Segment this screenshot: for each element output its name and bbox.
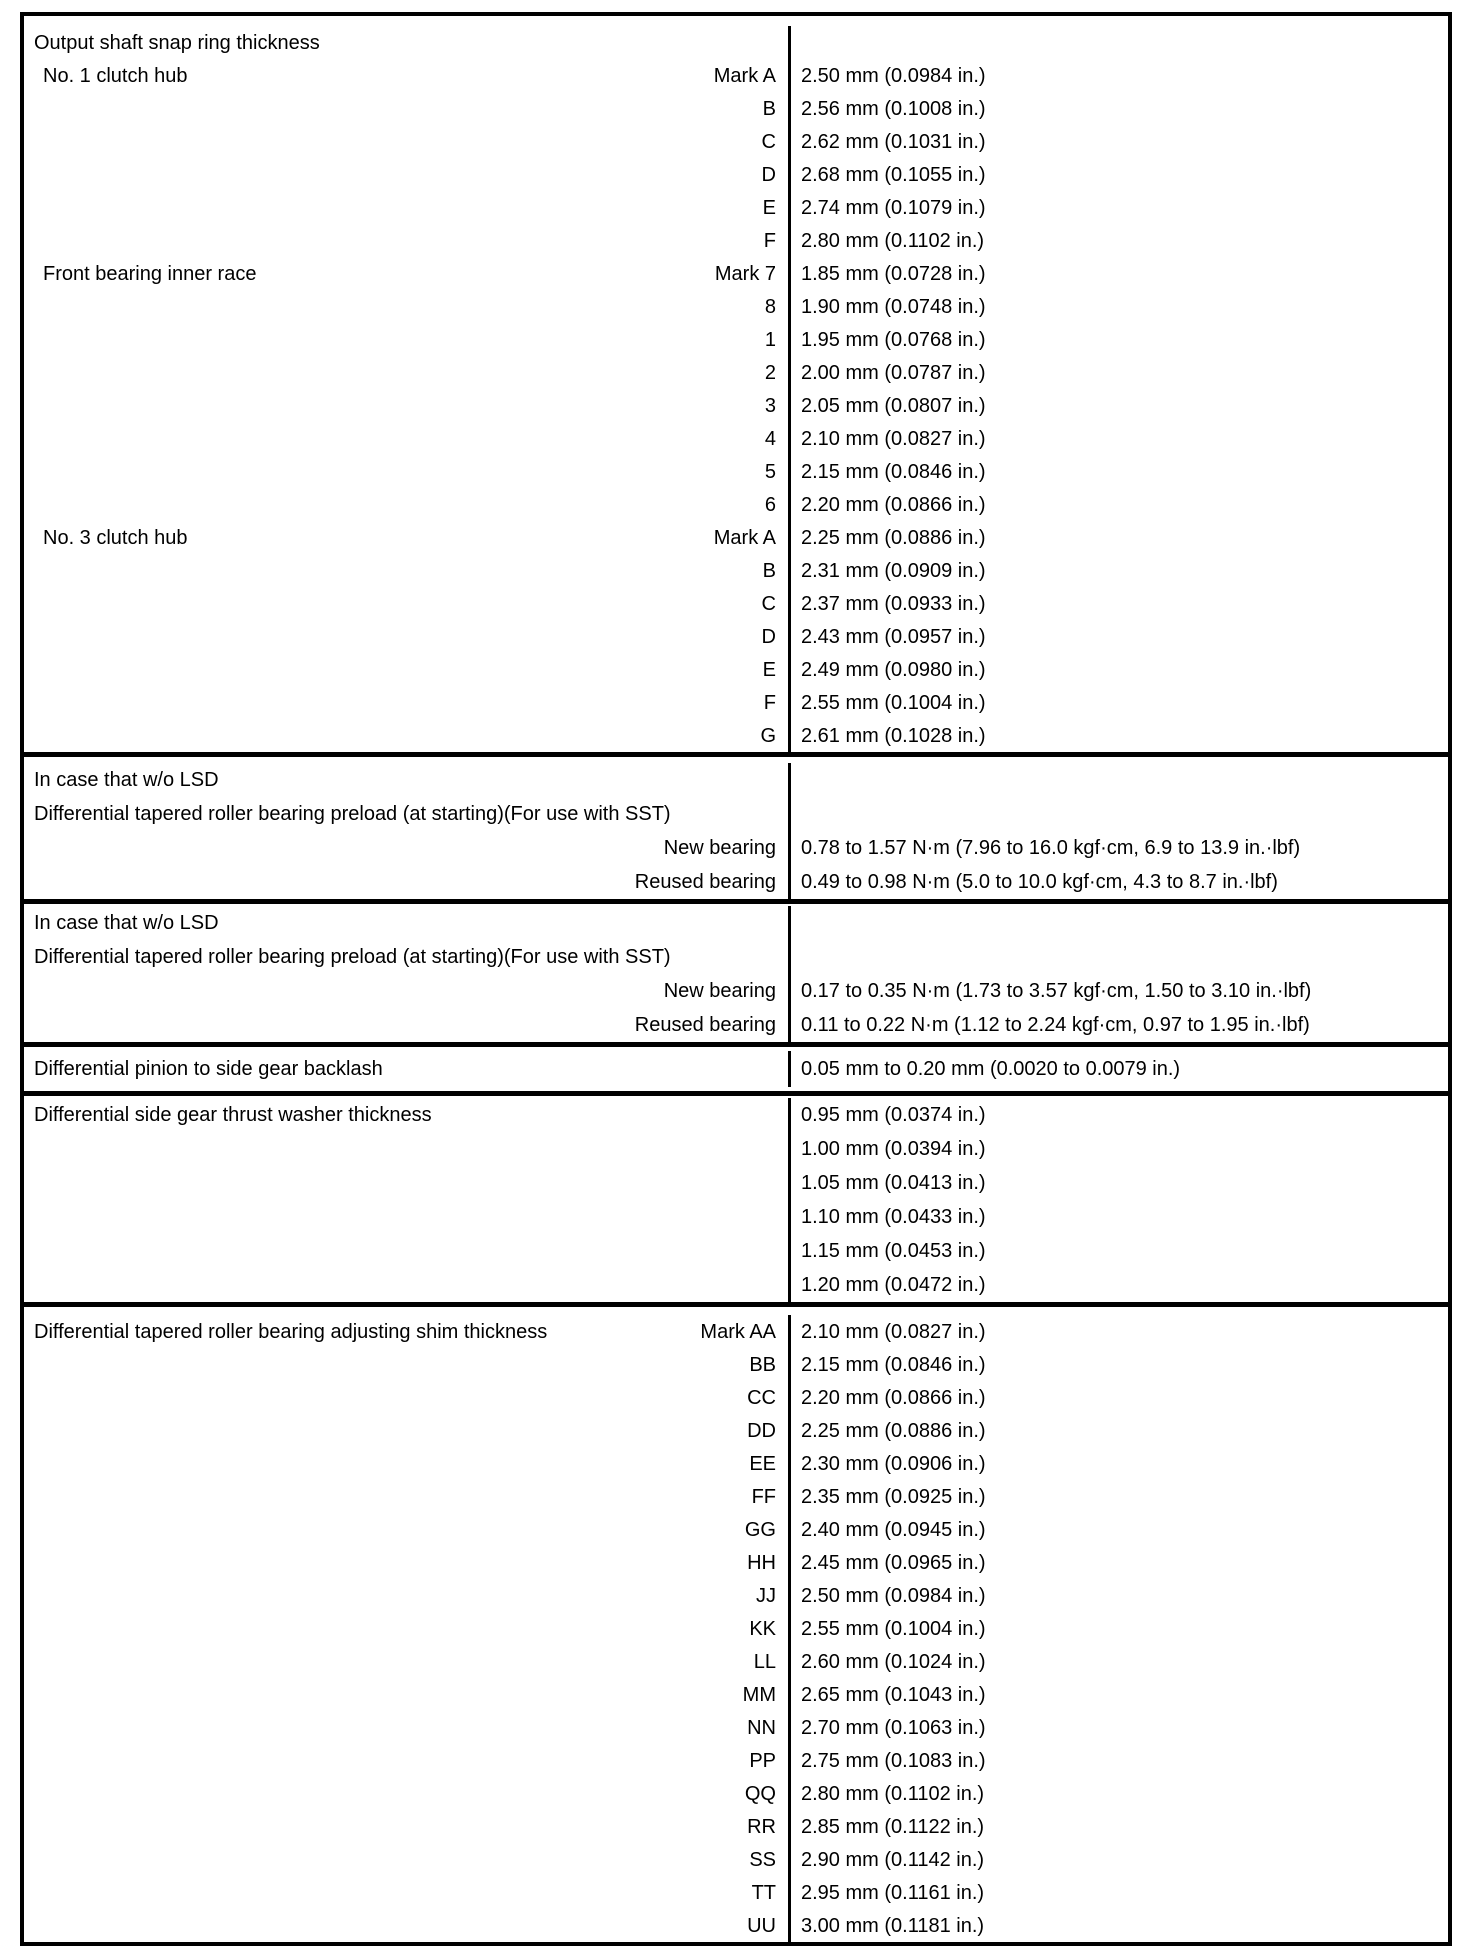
row-label: Differential pinion to side gear backlash: [34, 1058, 383, 1080]
spec-cell-value: [791, 1579, 1448, 1612]
spec-cell-value: [791, 906, 1448, 940]
spec-cell-value: [791, 653, 1448, 686]
spec-cell-description: [24, 587, 791, 620]
spec-row: [24, 1447, 1448, 1480]
row-value: 2.10 mm (0.0827 in.): [801, 1320, 986, 1343]
spec-cell-value: [791, 290, 1448, 323]
spec-cell-description: [24, 455, 791, 488]
row-value: 2.45 mm (0.0965 in.): [801, 1551, 986, 1574]
row-value: 2.62 mm (0.1031 in.): [801, 130, 986, 153]
spec-row: [24, 290, 1448, 323]
spec-section: [24, 752, 1448, 899]
spec-row: [24, 686, 1448, 719]
row-mark: EE: [749, 1452, 776, 1475]
row-mark: E: [762, 196, 776, 219]
row-value: 2.56 mm (0.1008 in.): [801, 97, 986, 120]
spec-cell-description: [24, 59, 791, 92]
spec-row: [24, 831, 1448, 865]
spec-cell-value: [791, 1777, 1448, 1810]
spec-row: [24, 1777, 1448, 1810]
spec-row: [24, 158, 1448, 191]
spec-cell-value: [791, 1414, 1448, 1447]
spec-row: [24, 1008, 1448, 1042]
row-value: 2.15 mm (0.0846 in.): [801, 1353, 986, 1376]
row-mark: 2: [764, 361, 776, 384]
spec-cell-value: [791, 797, 1448, 831]
row-value: 2.50 mm (0.0984 in.): [801, 1584, 986, 1607]
spec-cell-value: [791, 1381, 1448, 1414]
spec-row: [24, 1711, 1448, 1744]
spec-cell-description: [24, 356, 791, 389]
spec-cell-value: [791, 323, 1448, 356]
spec-cell-description: [24, 763, 791, 797]
row-value: 0.49 to 0.98 N·m (5.0 to 10.0 kgf·cm, 4.3 to 8.7 in.·lbf): [801, 871, 1278, 893]
spec-cell-value: [791, 1513, 1448, 1546]
spec-row: [24, 455, 1448, 488]
spec-row: [24, 125, 1448, 158]
row-value: 2.50 mm (0.0984 in.): [801, 64, 986, 87]
spec-cell-description: [24, 1645, 791, 1678]
row-label: No. 3 clutch hub: [43, 526, 188, 549]
spec-cell-description: [24, 26, 791, 59]
spec-row: [24, 92, 1448, 125]
spec-cell-value: [791, 1200, 1448, 1234]
row-label: Differential tapered roller bearing preload (at starting)(For use with SST): [34, 946, 671, 968]
row-value: 0.95 mm (0.0374 in.): [801, 1104, 986, 1126]
spec-cell-description: [24, 257, 791, 290]
spec-row: [24, 653, 1448, 686]
row-value: 1.00 mm (0.0394 in.): [801, 1138, 986, 1160]
row-value: 0.78 to 1.57 N·m (7.96 to 16.0 kgf·cm, 6.9 to 13.9 in.·lbf): [801, 837, 1301, 859]
spec-cell-value: [791, 587, 1448, 620]
spec-cell-value: [791, 455, 1448, 488]
spec-cell-description: [24, 290, 791, 323]
row-label: Differential side gear thrust washer thickness: [34, 1104, 432, 1126]
row-label: In case that w/o LSD: [34, 912, 219, 934]
spec-cell-value: [791, 1645, 1448, 1678]
spec-cell-value: [791, 1909, 1448, 1942]
spec-cell-description: [24, 653, 791, 686]
spec-cell-value: [791, 356, 1448, 389]
row-value: 2.35 mm (0.0925 in.): [801, 1485, 986, 1508]
spec-row: [24, 1513, 1448, 1546]
spec-cell-value: [791, 1098, 1448, 1132]
row-mark: C: [761, 592, 776, 615]
spec-cell-value: [791, 224, 1448, 257]
row-value: 2.68 mm (0.1055 in.): [801, 163, 986, 186]
spec-cell-description: [24, 719, 791, 752]
spec-cell-value: [791, 1711, 1448, 1744]
row-mark: QQ: [744, 1782, 776, 1805]
spec-cell-value: [791, 521, 1448, 554]
spec-cell-description: [24, 1315, 791, 1348]
row-mark: 6: [764, 493, 776, 516]
row-value: 2.65 mm (0.1043 in.): [801, 1683, 986, 1706]
spec-cell-value: [791, 1268, 1448, 1302]
row-mark: 5: [764, 460, 776, 483]
spec-cell-description: [24, 1234, 791, 1268]
row-value: 0.11 to 0.22 N·m (1.12 to 2.24 kgf·cm, 0.97 to 1.95 in.·lbf): [801, 1014, 1310, 1036]
spec-cell-description: [24, 974, 791, 1008]
row-label: Front bearing inner race: [43, 262, 257, 285]
row-mark: F: [763, 229, 776, 252]
spec-cell-description: [24, 1268, 791, 1302]
spec-row: [24, 1579, 1448, 1612]
spec-cell-description: [24, 1098, 791, 1132]
row-value: 1.95 mm (0.0768 in.): [801, 328, 986, 351]
row-mark: 3: [764, 394, 776, 417]
row-value: 2.20 mm (0.0866 in.): [801, 493, 986, 516]
row-mark: 1: [764, 328, 776, 351]
spec-cell-description: [24, 831, 791, 865]
spec-row: [24, 26, 1448, 59]
spec-cell-value: [791, 940, 1448, 974]
spec-row: [24, 1098, 1448, 1132]
spec-cell-value: [791, 554, 1448, 587]
spec-cell-value: [791, 1843, 1448, 1876]
spec-row: [24, 1051, 1448, 1087]
spec-cell-description: [24, 224, 791, 257]
row-mark: RR: [747, 1815, 776, 1838]
row-value: 0.05 mm to 0.20 mm (0.0020 to 0.0079 in.): [801, 1058, 1181, 1080]
row-value: 1.90 mm (0.0748 in.): [801, 295, 986, 318]
spec-cell-value: [791, 763, 1448, 797]
spec-row: [24, 974, 1448, 1008]
spec-section: [24, 1091, 1448, 1302]
spec-row: [24, 1810, 1448, 1843]
spec-cell-description: [24, 1513, 791, 1546]
spec-cell-value: [791, 257, 1448, 290]
spec-cell-description: [24, 92, 791, 125]
spec-row: [24, 865, 1448, 899]
row-mark: 4: [764, 427, 776, 450]
spec-cell-description: [24, 686, 791, 719]
row-mark: C: [761, 130, 776, 153]
spec-cell-description: [24, 1876, 791, 1909]
spec-cell-description: [24, 488, 791, 521]
row-mark: HH: [747, 1551, 776, 1574]
row-value: 2.43 mm (0.0957 in.): [801, 625, 986, 648]
row-label: In case that w/o LSD: [34, 769, 219, 791]
row-value: 2.25 mm (0.0886 in.): [801, 526, 986, 549]
row-value: 2.80 mm (0.1102 in.): [801, 1782, 985, 1805]
spec-row: [24, 191, 1448, 224]
spec-cell-description: [24, 865, 791, 899]
row-value: 1.85 mm (0.0728 in.): [801, 262, 986, 285]
spec-row: [24, 1348, 1448, 1381]
row-mark: LL: [753, 1650, 776, 1673]
row-mark: SS: [749, 1848, 776, 1871]
row-mark: TT: [751, 1881, 776, 1904]
row-value: 1.15 mm (0.0453 in.): [801, 1240, 986, 1262]
spec-row: [24, 1132, 1448, 1166]
spec-cell-value: [791, 1315, 1448, 1348]
spec-cell-value: [791, 1132, 1448, 1166]
row-value: 2.60 mm (0.1024 in.): [801, 1650, 986, 1673]
spec-cell-value: [791, 1546, 1448, 1579]
spec-cell-value: [791, 1234, 1448, 1268]
spec-section: [24, 899, 1448, 1042]
row-mark: G: [760, 724, 776, 747]
spec-cell-value: [791, 1051, 1448, 1087]
spec-cell-description: [24, 1612, 791, 1645]
row-mark: BB: [749, 1353, 776, 1376]
spec-cell-value: [791, 1166, 1448, 1200]
spec-row: [24, 224, 1448, 257]
row-mark: Mark AA: [700, 1320, 776, 1343]
row-value: 2.61 mm (0.1028 in.): [801, 724, 986, 747]
row-mark: 8: [764, 295, 776, 318]
spec-cell-value: [791, 1008, 1448, 1042]
spec-cell-description: [24, 1843, 791, 1876]
row-mark: E: [762, 658, 776, 681]
row-mark: Mark A: [713, 64, 776, 87]
spec-cell-description: [24, 1051, 791, 1087]
spec-cell-description: [24, 191, 791, 224]
row-mark: MM: [742, 1683, 776, 1706]
row-mark: KK: [749, 1617, 776, 1640]
spec-cell-value: [791, 865, 1448, 899]
spec-cell-description: [24, 1381, 791, 1414]
spec-section: [24, 16, 1448, 752]
row-value: 2.90 mm (0.1142 in.): [801, 1848, 985, 1871]
spec-cell-description: [24, 1414, 791, 1447]
row-value: 2.49 mm (0.0980 in.): [801, 658, 986, 681]
row-value: 3.00 mm (0.1181 in.): [801, 1914, 985, 1937]
spec-cell-description: [24, 323, 791, 356]
spec-cell-value: [791, 1447, 1448, 1480]
spec-cell-value: [791, 92, 1448, 125]
spec-cell-value: [791, 26, 1448, 59]
row-value: 2.25 mm (0.0886 in.): [801, 1419, 986, 1442]
spec-cell-value: [791, 719, 1448, 752]
row-label: Differential tapered roller bearing adjusting shim thickness: [34, 1320, 548, 1343]
spec-row: [24, 389, 1448, 422]
spec-cell-description: [24, 158, 791, 191]
spec-cell-description: [24, 1200, 791, 1234]
spec-cell-description: [24, 797, 791, 831]
spec-row: [24, 422, 1448, 455]
spec-row: [24, 554, 1448, 587]
spec-cell-value: [791, 1348, 1448, 1381]
row-mark: B: [762, 97, 776, 120]
spec-section: [24, 1302, 1448, 1942]
spec-row: [24, 1166, 1448, 1200]
spec-cell-value: [791, 422, 1448, 455]
row-mark: CC: [747, 1386, 776, 1409]
spec-row: [24, 1612, 1448, 1645]
spec-cell-description: [24, 620, 791, 653]
spec-cell-value: [791, 1480, 1448, 1513]
row-mark: Reused bearing: [634, 871, 776, 893]
row-value: 2.20 mm (0.0866 in.): [801, 1386, 986, 1409]
spec-row: [24, 1414, 1448, 1447]
spec-row: [24, 797, 1448, 831]
row-mark: F: [763, 691, 776, 714]
spec-row: [24, 257, 1448, 290]
row-mark: New bearing: [663, 837, 776, 859]
row-mark: D: [761, 163, 776, 186]
spec-cell-description: [24, 1447, 791, 1480]
row-mark: NN: [747, 1716, 776, 1739]
row-value: 2.37 mm (0.0933 in.): [801, 592, 986, 615]
spec-row: [24, 488, 1448, 521]
spec-cell-value: [791, 1744, 1448, 1777]
spec-cell-value: [791, 59, 1448, 92]
spec-row: [24, 1876, 1448, 1909]
spec-row: [24, 1744, 1448, 1777]
spec-row: [24, 356, 1448, 389]
spec-row: [24, 1381, 1448, 1414]
spec-cell-description: [24, 422, 791, 455]
spec-section: [24, 1042, 1448, 1091]
spec-row: [24, 1268, 1448, 1302]
spec-cell-description: [24, 940, 791, 974]
spec-cell-value: [791, 191, 1448, 224]
spec-cell-value: [791, 620, 1448, 653]
row-value: 1.10 mm (0.0433 in.): [801, 1206, 986, 1228]
spec-row: [24, 1200, 1448, 1234]
row-value: 0.17 to 0.35 N·m (1.73 to 3.57 kgf·cm, 1.50 to 3.10 in.·lbf): [801, 980, 1312, 1002]
row-value: 2.95 mm (0.1161 in.): [801, 1881, 985, 1904]
row-mark: New bearing: [663, 980, 776, 1002]
row-label: Output shaft snap ring thickness: [34, 31, 320, 54]
specifications-table: [20, 12, 1452, 1946]
spec-cell-value: [791, 831, 1448, 865]
row-value: 2.74 mm (0.1079 in.): [801, 196, 986, 219]
spec-cell-value: [791, 488, 1448, 521]
row-label: No. 1 clutch hub: [43, 64, 188, 87]
spec-row: [24, 587, 1448, 620]
spec-cell-value: [791, 686, 1448, 719]
spec-cell-description: [24, 1744, 791, 1777]
row-mark: Mark 7: [714, 262, 776, 285]
spec-cell-description: [24, 1579, 791, 1612]
spec-cell-description: [24, 1166, 791, 1200]
spec-cell-description: [24, 1711, 791, 1744]
spec-cell-value: [791, 158, 1448, 191]
row-mark: JJ: [756, 1584, 776, 1607]
spec-cell-description: [24, 521, 791, 554]
row-mark: Reused bearing: [634, 1014, 776, 1036]
spec-cell-value: [791, 1876, 1448, 1909]
spec-cell-description: [24, 1909, 791, 1942]
spec-row: [24, 1909, 1448, 1942]
spec-cell-value: [791, 389, 1448, 422]
row-mark: Mark A: [713, 526, 776, 549]
row-value: 2.55 mm (0.1004 in.): [801, 691, 986, 714]
spec-row: [24, 59, 1448, 92]
spec-row: [24, 1843, 1448, 1876]
row-value: 2.30 mm (0.0906 in.): [801, 1452, 986, 1475]
row-value: 2.40 mm (0.0945 in.): [801, 1518, 986, 1541]
row-mark: DD: [747, 1419, 776, 1442]
spec-row: [24, 1678, 1448, 1711]
row-mark: B: [762, 559, 776, 582]
row-value: 2.10 mm (0.0827 in.): [801, 427, 986, 450]
spec-cell-value: [791, 1810, 1448, 1843]
spec-cell-description: [24, 1008, 791, 1042]
row-value: 2.05 mm (0.0807 in.): [801, 394, 986, 417]
row-mark: FF: [751, 1485, 776, 1508]
spec-row: [24, 906, 1448, 940]
spec-cell-value: [791, 1612, 1448, 1645]
spec-cell-description: [24, 1810, 791, 1843]
spec-row: [24, 1234, 1448, 1268]
spec-cell-description: [24, 554, 791, 587]
spec-row: [24, 1645, 1448, 1678]
row-value: 2.15 mm (0.0846 in.): [801, 460, 986, 483]
row-mark: D: [761, 625, 776, 648]
row-value: 1.05 mm (0.0413 in.): [801, 1172, 986, 1194]
spec-row: [24, 323, 1448, 356]
row-mark: PP: [749, 1749, 776, 1772]
spec-cell-description: [24, 1480, 791, 1513]
row-label: Differential tapered roller bearing preload (at starting)(For use with SST): [34, 803, 671, 825]
row-value: 2.31 mm (0.0909 in.): [801, 559, 986, 582]
spec-cell-value: [791, 1678, 1448, 1711]
spec-row: [24, 620, 1448, 653]
spec-cell-description: [24, 1348, 791, 1381]
row-value: 2.85 mm (0.1122 in.): [801, 1815, 985, 1838]
spec-cell-description: [24, 389, 791, 422]
spec-row: [24, 763, 1448, 797]
spec-row: [24, 521, 1448, 554]
row-value: 2.70 mm (0.1063 in.): [801, 1716, 986, 1739]
spec-cell-description: [24, 1132, 791, 1166]
spec-cell-description: [24, 906, 791, 940]
row-value: 2.00 mm (0.0787 in.): [801, 361, 986, 384]
row-value: 2.80 mm (0.1102 in.): [801, 229, 985, 252]
spec-cell-value: [791, 125, 1448, 158]
row-mark: GG: [744, 1518, 776, 1541]
spec-row: [24, 1315, 1448, 1348]
spec-cell-description: [24, 1678, 791, 1711]
spec-row: [24, 1546, 1448, 1579]
spec-row: [24, 1480, 1448, 1513]
spec-row: [24, 719, 1448, 752]
spec-cell-value: [791, 974, 1448, 1008]
spec-cell-description: [24, 1546, 791, 1579]
row-value: 2.55 mm (0.1004 in.): [801, 1617, 986, 1640]
row-value: 2.75 mm (0.1083 in.): [801, 1749, 986, 1772]
row-mark: UU: [747, 1914, 776, 1937]
spec-cell-description: [24, 125, 791, 158]
row-value: 1.20 mm (0.0472 in.): [801, 1274, 986, 1296]
spec-row: [24, 940, 1448, 974]
spec-cell-description: [24, 1777, 791, 1810]
